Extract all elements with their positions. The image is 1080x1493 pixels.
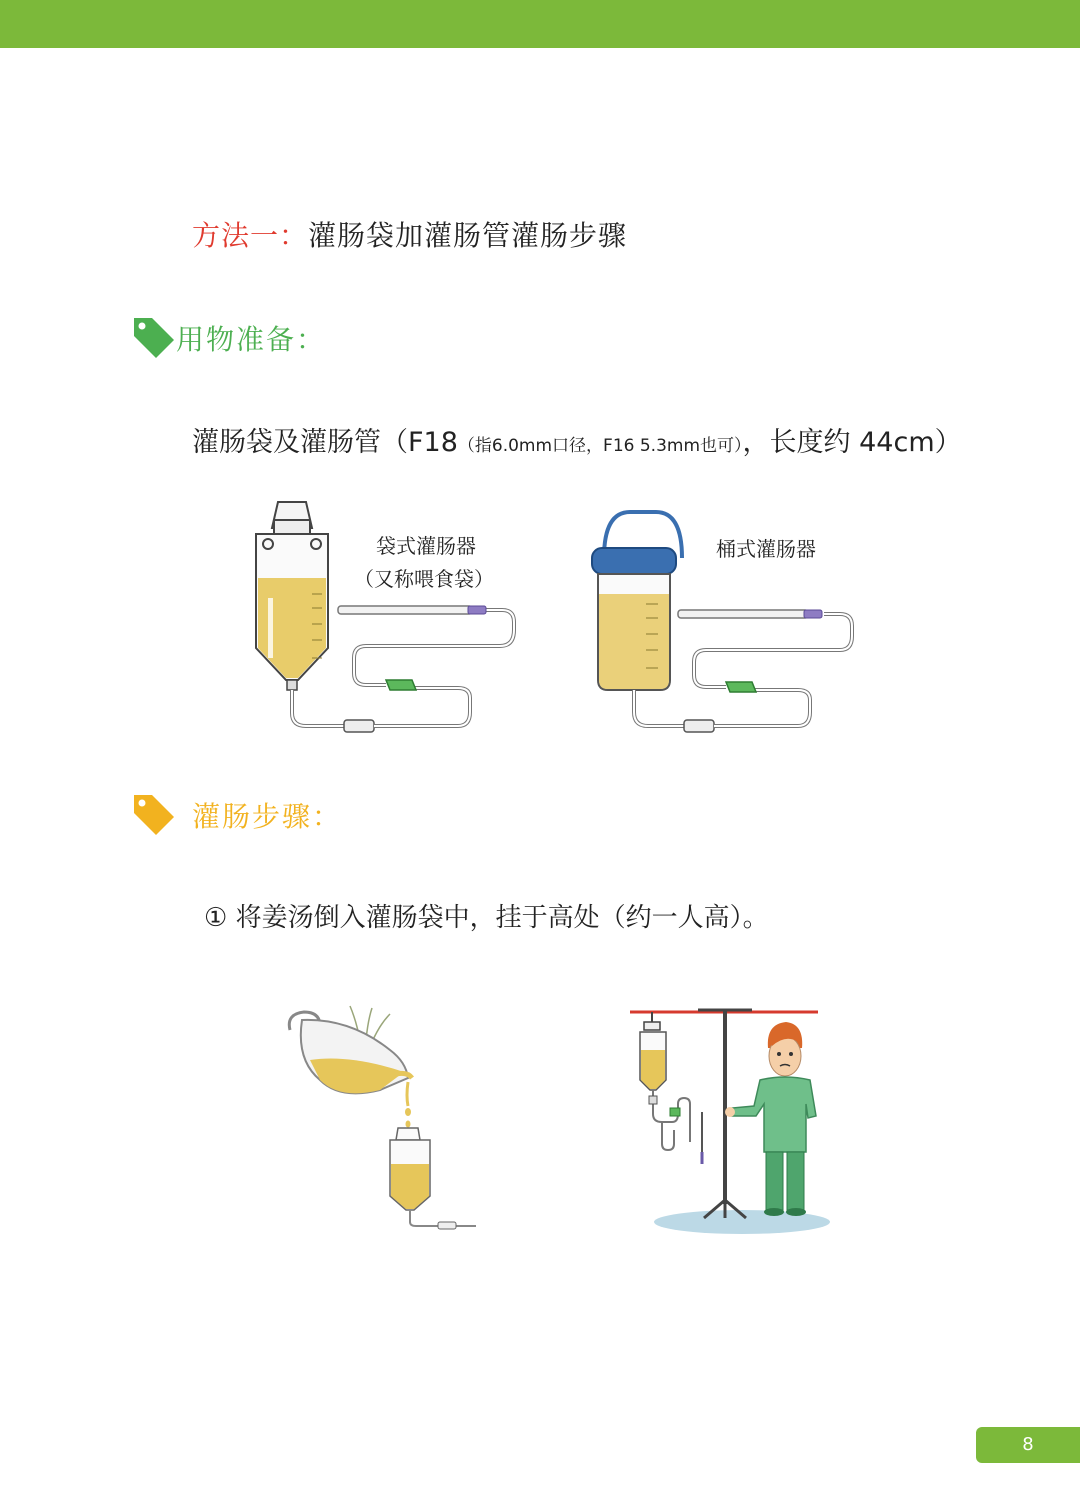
tag-icon [130,793,176,837]
bag-device-label: 袋式灌肠器 [376,534,476,558]
step-1-text: ① 将姜汤倒入灌肠袋中，挂于高处（约一人高）。 [204,903,769,933]
title-prefix: 方法一： [192,219,309,252]
top-banner [0,0,1080,48]
hanging-bag-illustration [626,1004,840,1234]
tag-icon [130,316,176,360]
pouring-illustration [280,1000,490,1240]
bucket-device-label: 桶式灌肠器 [716,537,816,561]
supplies-tail: ，长度约 44cm） [742,427,962,458]
steps-heading: 灌肠步骤： [192,800,343,833]
supplies-heading: 用物准备： [176,323,327,356]
page-title [192,214,627,254]
supplies-description [192,420,962,459]
supplies-detail: （指6.0mm口径，F16 5.3mm也可） [457,436,743,456]
supplies-main: 灌肠袋及灌肠管（F18 [192,427,458,458]
title-main: 灌肠袋加灌肠管灌肠步骤 [308,219,628,252]
bag-device-alias: （又称喂食袋） [354,567,494,591]
page-number: 8 [976,1427,1080,1463]
